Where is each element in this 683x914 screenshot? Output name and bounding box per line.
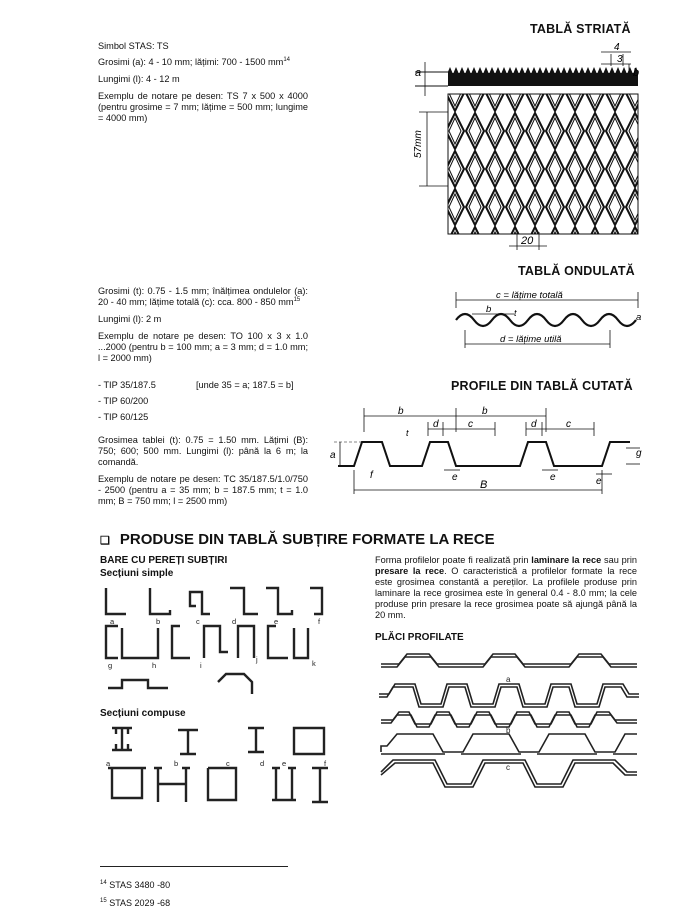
- cutata-types: [98, 380, 338, 423]
- dim-57-label: 57mm: [413, 130, 424, 158]
- footnote-ref-14[interactable]: 14: [283, 56, 291, 63]
- dim-e2-label: e: [550, 472, 556, 483]
- simple-label-k: k: [312, 659, 316, 668]
- cutata-type-3: - TIP 60/125: [98, 412, 149, 422]
- dim-t-label: t: [406, 428, 409, 438]
- simple-label-e: e: [274, 617, 279, 626]
- striata-length: Lungimi (l): 4 - 12 m: [98, 74, 180, 84]
- dim-d1-label: d: [433, 419, 439, 430]
- dim-d2-label: d: [531, 419, 537, 430]
- dim-4-label: 4: [614, 42, 620, 53]
- placi-drawing: [375, 648, 643, 788]
- striata-title: TABLĂ STRIATĂ: [530, 22, 631, 36]
- ondulata-thickness: Grosimi (t): 0.75 - 1.5 mm; înălțimea ondulelor (a): 20 - 40 mm; lățime totală (c): cca. 800 - 850 $mm^{15}$: [98, 286, 308, 307]
- dim-a-label: a: [330, 450, 336, 461]
- simple-label-g: g: [108, 661, 113, 670]
- placi-label-a: a: [506, 675, 511, 684]
- ondulata-length: Lungimi (l): 2 m: [98, 314, 162, 324]
- simple-label-b: b: [156, 617, 161, 626]
- cutata-type-2: - TIP 60/200: [98, 396, 149, 406]
- dim-b-label: b: [633, 67, 640, 79]
- dim-c1-label: c: [468, 419, 473, 430]
- cutata-title: PROFILE DIN TABLĂ CUTATĂ: [451, 379, 633, 393]
- simple-label-j: j: [256, 655, 258, 664]
- striata-symbol: Simbol STAS: TS: [98, 41, 169, 51]
- footnote-ref-15[interactable]: 15: [293, 296, 301, 303]
- placi-title: PLĂCI PROFILATE: [375, 632, 464, 643]
- dim-3-label: 3: [617, 54, 623, 65]
- compound-sections-drawing: [98, 720, 348, 820]
- footnote-14: $^{14}$ STAS 3480 -80: [100, 880, 171, 890]
- compuse-label-f: f: [324, 759, 327, 768]
- dim-d-label: d = lățime utilă: [500, 334, 562, 345]
- striata-example: Exemplu de notare pe desen: TS 7 x 500 x 4000 (pentru grosime = 7 mm; lățime = 500 mm; lungime = 4000 mm): [98, 91, 308, 123]
- ondulata-text-block: [98, 286, 308, 364]
- compuse-label-c: c: [226, 759, 230, 768]
- dim-g-label: g: [636, 448, 642, 459]
- dim-20-label: 20: [521, 235, 534, 247]
- compuse-label-a: a: [106, 759, 111, 768]
- dim-b2-label: b: [482, 406, 488, 417]
- cutata-type-1: - TIP 35/187.5 [unde 35 = a; 187.5 = b]: [98, 380, 294, 390]
- striata-thickness: Grosimi (a): 4 - 10 mm; lățimi: 700 - 1500 $mm^{14}$: [98, 56, 291, 67]
- placi-label-c: c: [506, 763, 510, 772]
- simple-label-d: d: [232, 617, 237, 626]
- striata-drawing: [405, 36, 645, 256]
- ondulata-title: TABLĂ ONDULATĂ: [518, 264, 635, 278]
- cutata-thickness: Grosimea tablei (t): 0.75 = 1.50 mm. Lățimi (B): 750; 600; 500 mm. Lungimi (l): până la 6 m; la comandă.: [98, 435, 308, 467]
- dim-c2-label: c: [566, 419, 571, 430]
- cutata-example: Exemplu de notare pe desen: TC 35/187.5/1.0/750 - 2500 (pentru a = 35 mm; b = 187.5 mm; t = 1.0 mm; B = 750 mm; l = 2500 mm): [98, 474, 308, 506]
- dim-a-label: a: [636, 312, 642, 323]
- section-bullet: ❑: [100, 535, 110, 547]
- dim-b-label: b: [486, 304, 492, 315]
- compuse-label-d: d: [260, 759, 265, 768]
- dim-f-label: f: [370, 470, 373, 481]
- dim-t-label: t: [514, 308, 517, 318]
- dim-e3-label: e: [596, 476, 602, 487]
- simple-label-i: i: [200, 661, 202, 670]
- dim-B-label: B: [480, 479, 488, 491]
- footnote-separator: [100, 866, 288, 867]
- simple-label-c: c: [196, 617, 200, 626]
- simple-sections-drawing: [98, 582, 348, 702]
- striata-text-block: [98, 41, 308, 124]
- cutata-text-block: [98, 435, 308, 507]
- placi-label-b: b: [506, 726, 511, 735]
- bare-title: BARE CU PEREȚI SUBȚIRI: [100, 555, 228, 566]
- compuse-label-b: b: [174, 759, 179, 768]
- simple-label-f: f: [318, 617, 321, 626]
- simple-label-a: a: [110, 617, 115, 626]
- dim-a-label: a: [415, 67, 422, 79]
- dim-c-label: c = lățime totală: [496, 290, 563, 301]
- ondulata-example: Exemplu de notare pe desen: TO 100 x 3 x 1.0 ...2000 (pentru b = 100 mm; a = 3 mm; d = 1.0 mm; l = 2000 mm): [98, 331, 308, 363]
- ondulata-drawing: [452, 286, 647, 356]
- dim-b1-label: b: [398, 406, 404, 417]
- footnote-15: $^{15}$ STAS 2029 -68: [100, 898, 171, 908]
- simple-label-h: h: [152, 661, 157, 670]
- section-heading: ❑ PRODUSE DIN TABLĂ SUBȚIRE FORMATE LA RECE: [100, 531, 495, 548]
- simple-title: Secțiuni simple: [100, 568, 174, 579]
- compuse-title: Secțiuni compuse: [100, 708, 186, 719]
- dim-e1-label: e: [452, 472, 458, 483]
- produse-paragraph: Forma profilelor poate fi realizată prin laminare la rece sau prin presare la rece. O caracteristică a profilelor formate la rece este grosimea constantă a pereților. La profilele produse prin laminare la rece grosimea este în general 0.4 - 8.0 mm; la cele produse prin presare la rece grosimea poate să ajungă până la 20 mm.: [375, 555, 637, 620]
- compuse-label-e: e: [282, 759, 287, 768]
- cutata-drawing: [330, 402, 650, 512]
